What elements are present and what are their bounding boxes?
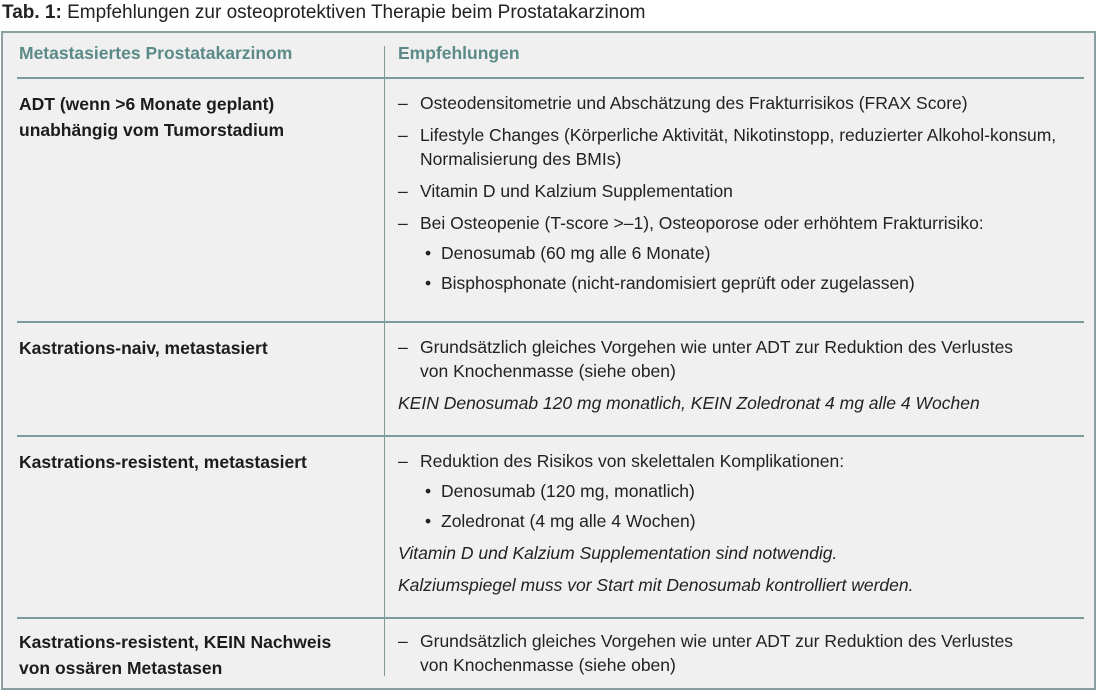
dash-icon: –: [398, 93, 408, 113]
sub-list-item: [398, 509, 1088, 533]
column-divider: [384, 46, 385, 676]
item-text: Bei Osteopenie (T-score >–1), Osteoporose oder erhöhtem Frakturrisiko:: [420, 213, 984, 233]
note: Vitamin D und Kalzium Supplementation sind notwendig.: [398, 543, 838, 563]
bullet-icon: •: [425, 481, 432, 501]
list-item: [398, 335, 1020, 383]
condition-line: unabhängig vom Tumorstadium: [19, 120, 285, 140]
row-4-recommendations: [398, 629, 1088, 685]
list-item: [398, 449, 1088, 473]
item-text: Grundsätzlich gleiches Vorgehen wie unter ADT zur Reduktion des Verlustes von Knochenmasse (siehe oben): [420, 631, 1014, 675]
condition-line: von ossären Metastasen: [19, 658, 223, 678]
header-divider: [17, 77, 1084, 79]
item-text: Bisphosphonate (nicht-randomisiert geprüft oder zugelassen): [441, 273, 915, 293]
list-item: [398, 629, 1020, 677]
caption-label: Tab. 1:: [2, 2, 62, 23]
sub-list-item: [398, 241, 1088, 265]
row-3-recommendations: [398, 449, 1088, 605]
row-3-condition: [19, 449, 374, 475]
list-item: [398, 211, 1088, 235]
row-1-condition: [19, 91, 374, 143]
item-text: Osteodensitometrie und Abschätzung des Frakturrisikos (FRAX Score): [420, 93, 968, 113]
bullet-icon: •: [425, 511, 432, 531]
item-text: Grundsätzlich gleiches Vorgehen wie unter ADT zur Reduktion des Verlustes von Knochenmasse (siehe oben): [420, 337, 1014, 381]
dash-icon: –: [398, 631, 408, 651]
note: Kalziumspiegel muss vor Start mit Denosumab kontrolliert werden.: [398, 575, 914, 595]
row-divider: [17, 321, 1084, 323]
row-1-recommendations: [398, 91, 1088, 301]
dash-icon: –: [398, 451, 408, 471]
recommendations-table: [1, 31, 1096, 690]
item-text: Vitamin D und Kalzium Supplementation: [420, 181, 733, 201]
sub-list-item: [398, 271, 1088, 295]
item-text: Denosumab (60 mg alle 6 Monate): [441, 243, 711, 263]
dash-icon: –: [398, 181, 408, 201]
condition-line: Kastrations-naiv, metastasiert: [19, 338, 268, 358]
item-text: Denosumab (120 mg, monatlich): [441, 481, 695, 501]
dash-icon: –: [398, 125, 408, 145]
row-2-condition: [19, 335, 374, 361]
list-item: [398, 179, 1088, 203]
item-text: Lifestyle Changes (Körperliche Aktivität, Nikotinstopp, reduzierter Alkohol-konsum, Normalisierung des BMIs): [420, 125, 1057, 169]
item-text: Reduktion des Risikos von skelettalen Komplikationen:: [420, 451, 845, 471]
header-condition: Metastasiertes Prostatakarzinom: [19, 43, 293, 63]
header-recommendations: Empfehlungen: [398, 43, 520, 63]
sub-list-item: [398, 479, 1088, 503]
bullet-icon: •: [425, 243, 432, 263]
bullet-icon: •: [425, 273, 432, 293]
dash-icon: –: [398, 337, 408, 357]
table-caption: [2, 2, 646, 24]
caption-title: Empfehlungen zur osteoprotektiven Therapie beim Prostatakarzinom: [61, 2, 646, 23]
list-item: [398, 123, 1088, 171]
row-4-condition: [19, 629, 374, 681]
condition-line: Kastrations-resistent, metastasiert: [19, 452, 307, 472]
condition-line: Kastrations-resistent, KEIN Nachweis: [19, 632, 332, 652]
dash-icon: –: [398, 213, 408, 233]
row-divider: [17, 435, 1084, 437]
condition-line: ADT (wenn >6 Monate geplant): [19, 94, 275, 114]
row-2-recommendations: [398, 335, 1088, 423]
list-item: [398, 91, 1088, 115]
item-text: Zoledronat (4 mg alle 4 Wochen): [441, 511, 696, 531]
note: KEIN Denosumab 120 mg monatlich, KEIN Zoledronat 4 mg alle 4 Wochen: [398, 393, 980, 413]
row-divider: [17, 617, 1084, 619]
